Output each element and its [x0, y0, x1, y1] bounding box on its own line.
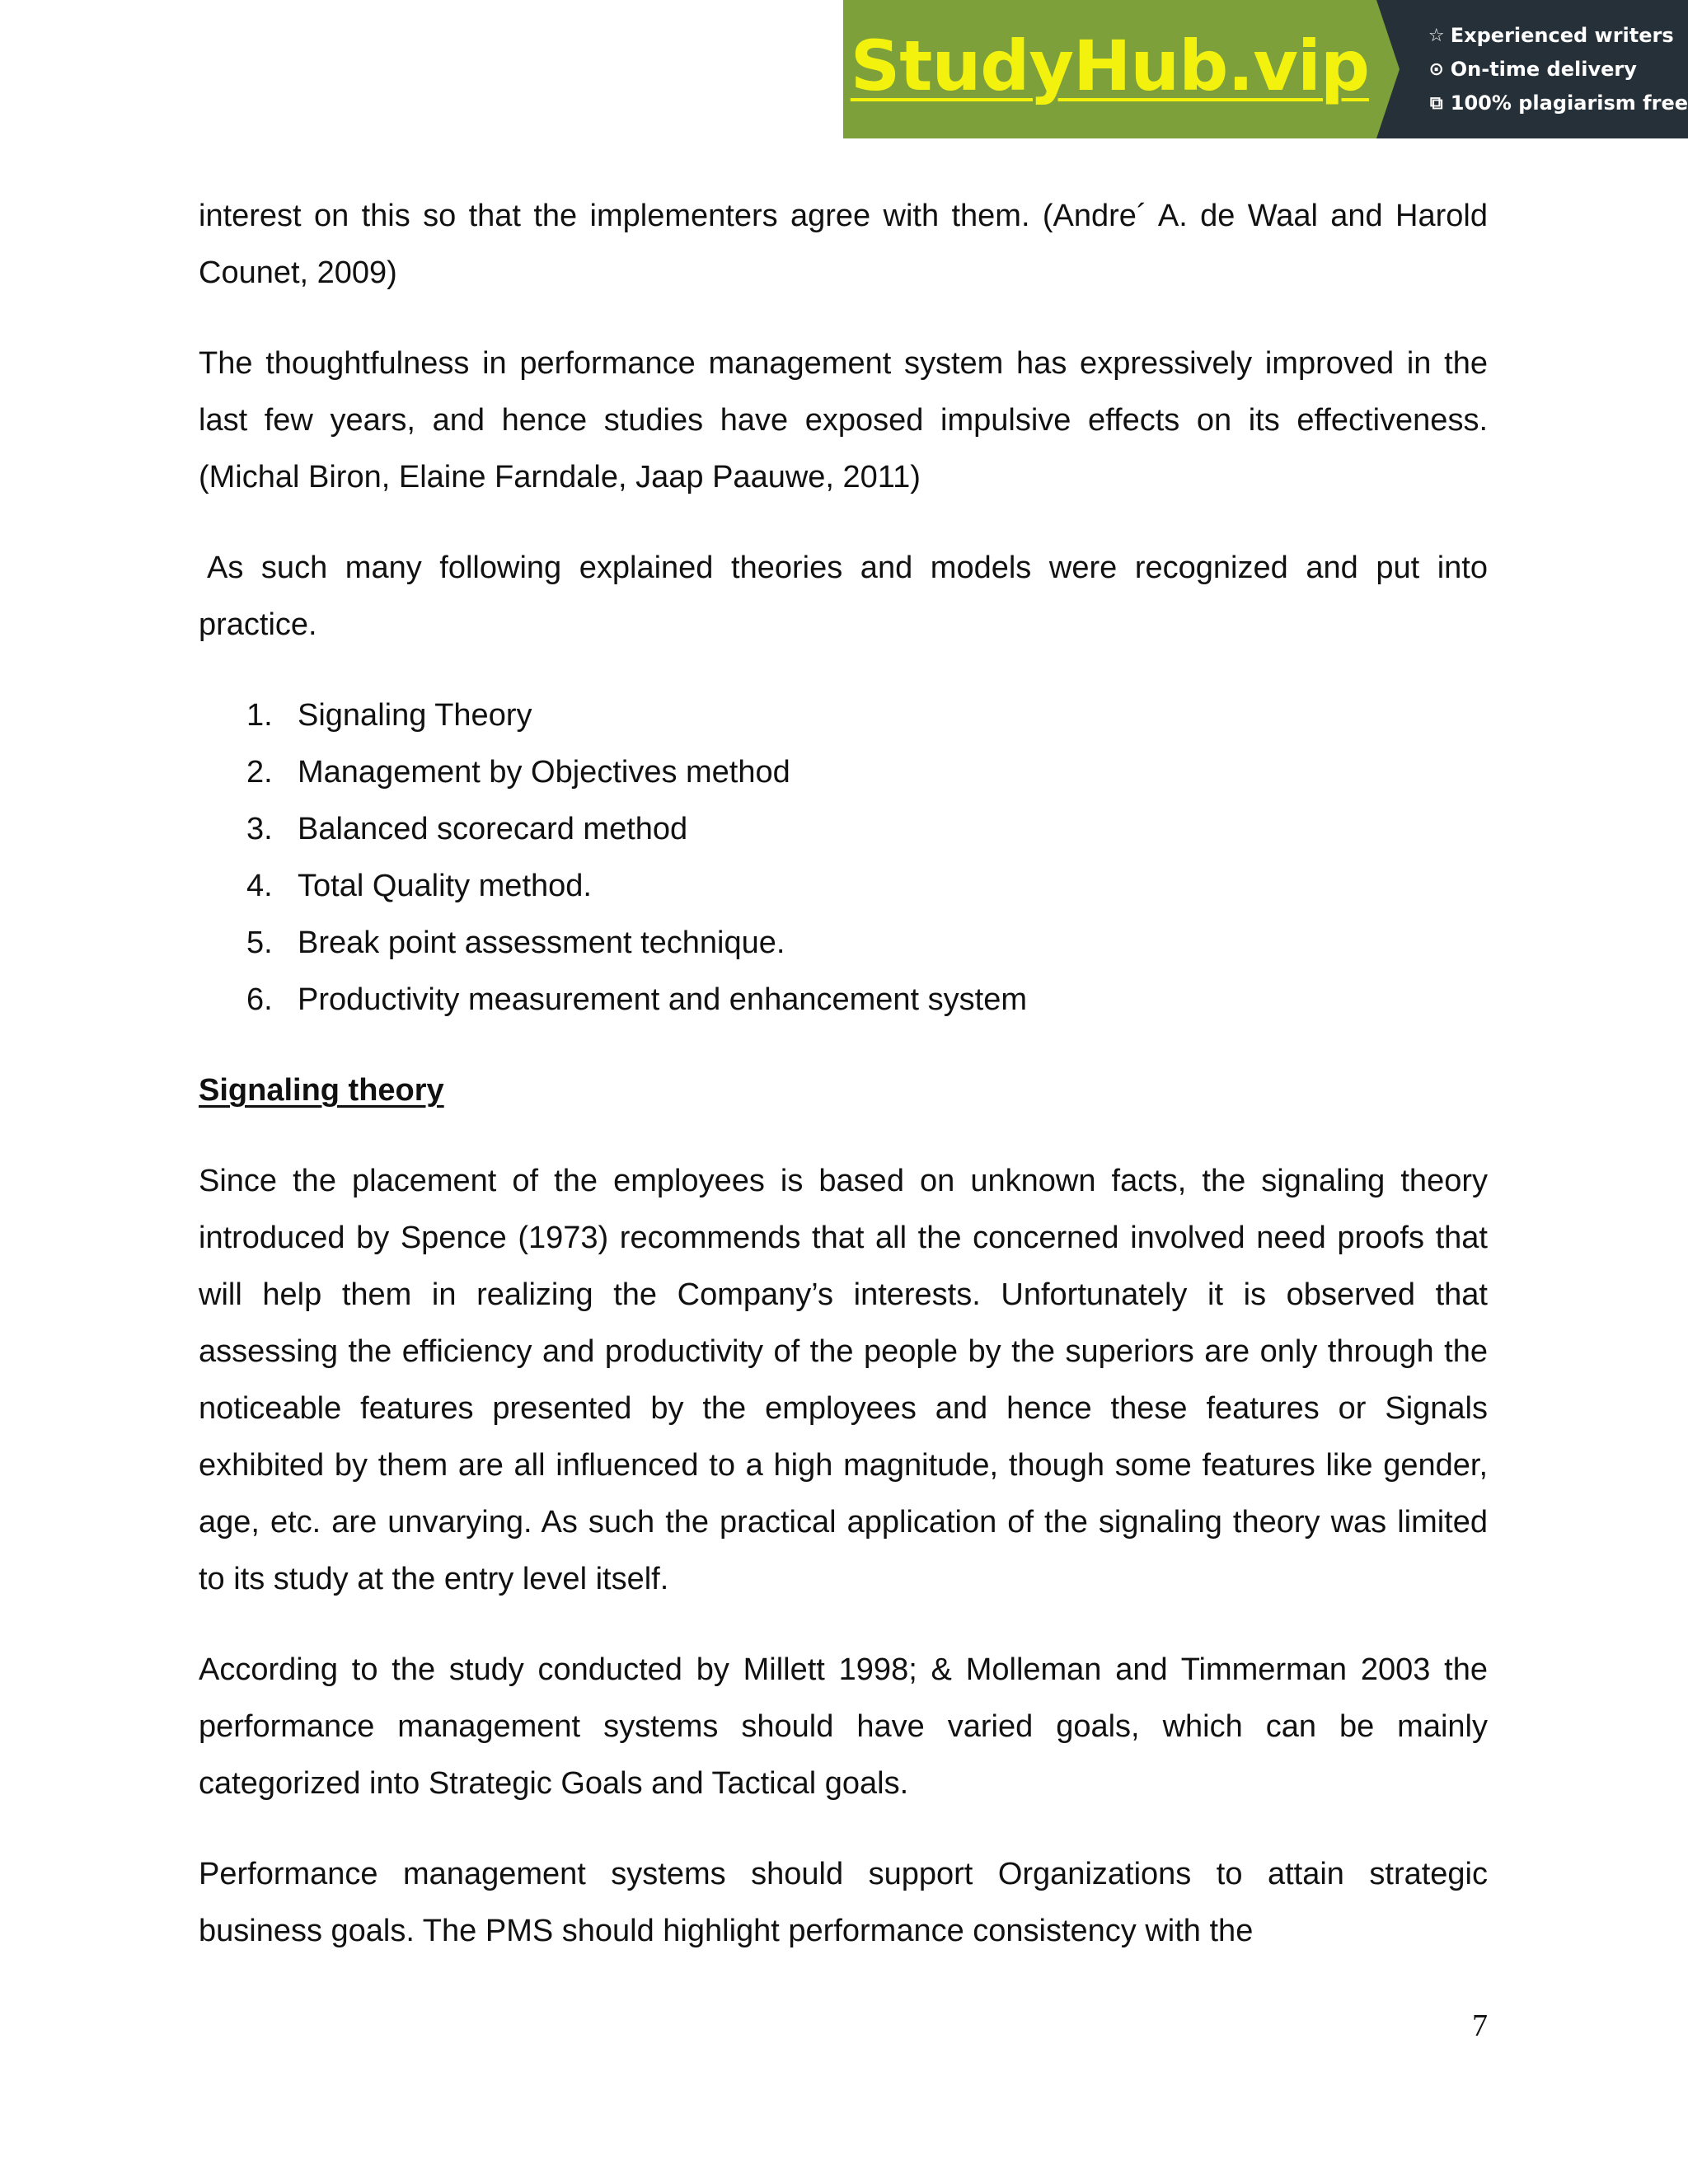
- list-number: 4.: [246, 869, 273, 903]
- list-text: Break point assessment technique.: [298, 926, 785, 960]
- list-number: 1.: [246, 698, 273, 733]
- star-icon: ☆: [1428, 25, 1445, 46]
- feature-label: On-time delivery: [1450, 57, 1637, 81]
- document-page: [199, 188, 1488, 1994]
- list-item: [199, 687, 1488, 744]
- list-text: Total Quality method.: [298, 869, 592, 903]
- list-text: Balanced scorecard method: [298, 812, 688, 846]
- list-item: [199, 801, 1488, 858]
- list-item: [199, 915, 1488, 972]
- feature-experienced-writers: [1426, 19, 1688, 53]
- list-item: [199, 858, 1488, 915]
- paragraph: The thoughtfulness in performance management system has expressively improved in the last few years, and hence studies have exposed impulsive effects on its effectiveness. (Michal Biron, Elaine Farndale, Jaap Paauwe, 2011): [199, 346, 1488, 494]
- section-heading: Signaling theory: [199, 1073, 444, 1108]
- list-number: 3.: [246, 812, 273, 846]
- paragraph: As such many following explained theories and models were recognized and put into practice.: [199, 551, 1488, 642]
- brand-logo-text: StudyHub.vip: [850, 26, 1369, 106]
- list-number: 6.: [246, 982, 273, 1017]
- list-text: Management by Objectives method: [298, 755, 790, 790]
- feature-label: 100% plagiarism free: [1450, 91, 1688, 115]
- list-item: [199, 972, 1488, 1029]
- list-number: 2.: [246, 755, 273, 790]
- feature-on-time-delivery: [1426, 53, 1688, 87]
- paragraph: Since the placement of the employees is based on unknown facts, the signaling theory introduced by Spence (1973) recommends that all the concerned involved need proofs that will help them in realizing the Company’s interests. Unfortunately it is observed that assessing the efficiency and productivity of the people by the superiors are only through the noticeable features presented by the employees and hence these features or Signals exhibited by them are all influenced to a high magnitude, though some features like gender, age, etc. are unvarying. As such the practical application of the signaling theory was limited to its study at the entry level itself.: [199, 1164, 1488, 1596]
- paragraph: According to the study conducted by Millett 1998; & Molleman and Timmerman 2003 the performance management systems should have varied goals, which can be mainly categorized into Strategic Goals and Tactical goals.: [199, 1652, 1488, 1801]
- theory-list: [199, 687, 1488, 1029]
- brand-logo[interactable]: [843, 0, 1376, 138]
- page-number: 7: [1472, 2008, 1488, 2043]
- paragraph: interest on this so that the implementers agree with them. (Andre´ A. de Waal and Harold Counet, 2009): [199, 199, 1488, 290]
- paragraph: Performance management systems should support Organizations to attain strategic business goals. The PMS should highlight performance consistency with the: [199, 1857, 1488, 1948]
- feature-list: [1376, 0, 1688, 138]
- list-text: Productivity measurement and enhancement system: [298, 982, 1027, 1017]
- feature-plagiarism-free: [1426, 87, 1688, 120]
- list-number: 5.: [246, 926, 273, 960]
- list-text: Signaling Theory: [298, 698, 532, 733]
- ad-banner[interactable]: [843, 0, 1688, 138]
- clock-icon: ⊙: [1428, 59, 1444, 80]
- list-item: [199, 744, 1488, 801]
- copy-icon: ⧉: [1429, 92, 1443, 114]
- feature-label: Experienced writers: [1450, 23, 1674, 47]
